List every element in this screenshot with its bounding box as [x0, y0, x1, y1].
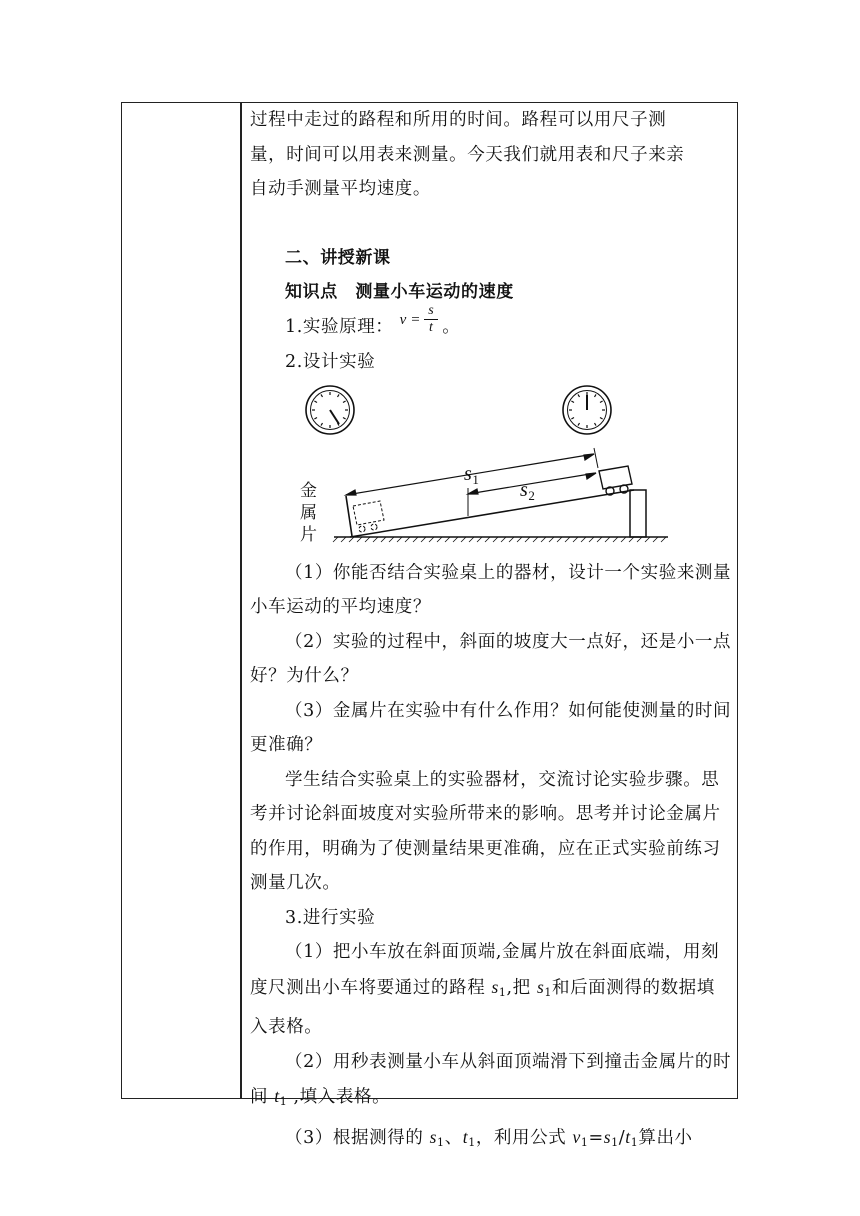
metal-label-1: 金	[300, 480, 318, 501]
incline-diagram	[300, 384, 688, 556]
stopwatch-icon	[306, 386, 354, 434]
incline-surface	[350, 490, 634, 537]
metal-label-3: 片	[300, 524, 318, 545]
lesson-table	[121, 102, 738, 1149]
knowledge-heading: 知识点 测量小车运动的速度	[285, 282, 514, 302]
intro-line: 过程中走过的路程和所用的时间。路程可以用尺子测	[250, 110, 667, 130]
question-1: （1）你能否结合实验桌上的器材，设计一个实验来测量小车运动的平均速度？	[250, 562, 732, 617]
incline-experiment-figure	[300, 384, 688, 556]
velocity-formula: v =	[399, 311, 421, 328]
s2-label: $s_2$	[520, 478, 536, 503]
section-heading: 二、讲授新课	[285, 247, 391, 268]
stopwatch-icon	[563, 386, 611, 434]
column-divider	[240, 103, 242, 1098]
step-2: （2）用秒表测量小车从斜面顶端滑下到撞击金属片的时间 $t_1$ ,填入表格。	[250, 1051, 732, 1108]
step-3: （3）根据测得的 $s_1$、$t_1$，利用公式 $v_1=s_1/t_1$算出小	[285, 1126, 693, 1149]
metal-label-2: 属	[300, 502, 318, 523]
left-cell	[122, 103, 240, 1098]
incline-support	[630, 490, 646, 537]
car	[599, 466, 632, 495]
procedure-label: 3.进行实验	[285, 907, 376, 928]
question-2: （2）实验的过程中，斜面的坡度大一点好，还是小一点好？为什么？	[250, 631, 732, 686]
design-label: 2.设计实验	[285, 352, 376, 372]
s1-label: $s_1$	[464, 462, 480, 487]
car-end-position	[353, 501, 384, 532]
intro-line: 量，时间可以用表来测量。今天我们就用表和尺子来亲	[250, 144, 685, 165]
step-1: （1）把小车放在斜面顶端,金属片放在斜面底端，用刻度尺测出小车将要通过的路程 $s_1$,把 $s_1$和后面测得的数据填入表格。	[250, 942, 720, 1037]
discussion-paragraph: 学生结合实验桌上的实验器材，交流讨论实验步骤。思考并讨论斜面坡度对实验所带来的影响。思考并讨论金属片的作用，明确为了使测量结果更准确，应在正式实验前练习测量几次。	[250, 769, 721, 893]
formula-fraction: $\frac{s}{t}$	[424, 303, 438, 336]
content-cell	[250, 103, 732, 1160]
principle-label: 1.实验原理：	[285, 316, 394, 337]
intro-line: 自动手测量平均速度。	[250, 179, 431, 199]
metal-plate	[346, 496, 352, 536]
question-3: （3）金属片在实验中有什么作用？如何能使测量的时间更准确？	[250, 700, 732, 755]
principle-line: 1.实验原理： v = $\frac{s}{t}$ 。	[285, 302, 461, 337]
